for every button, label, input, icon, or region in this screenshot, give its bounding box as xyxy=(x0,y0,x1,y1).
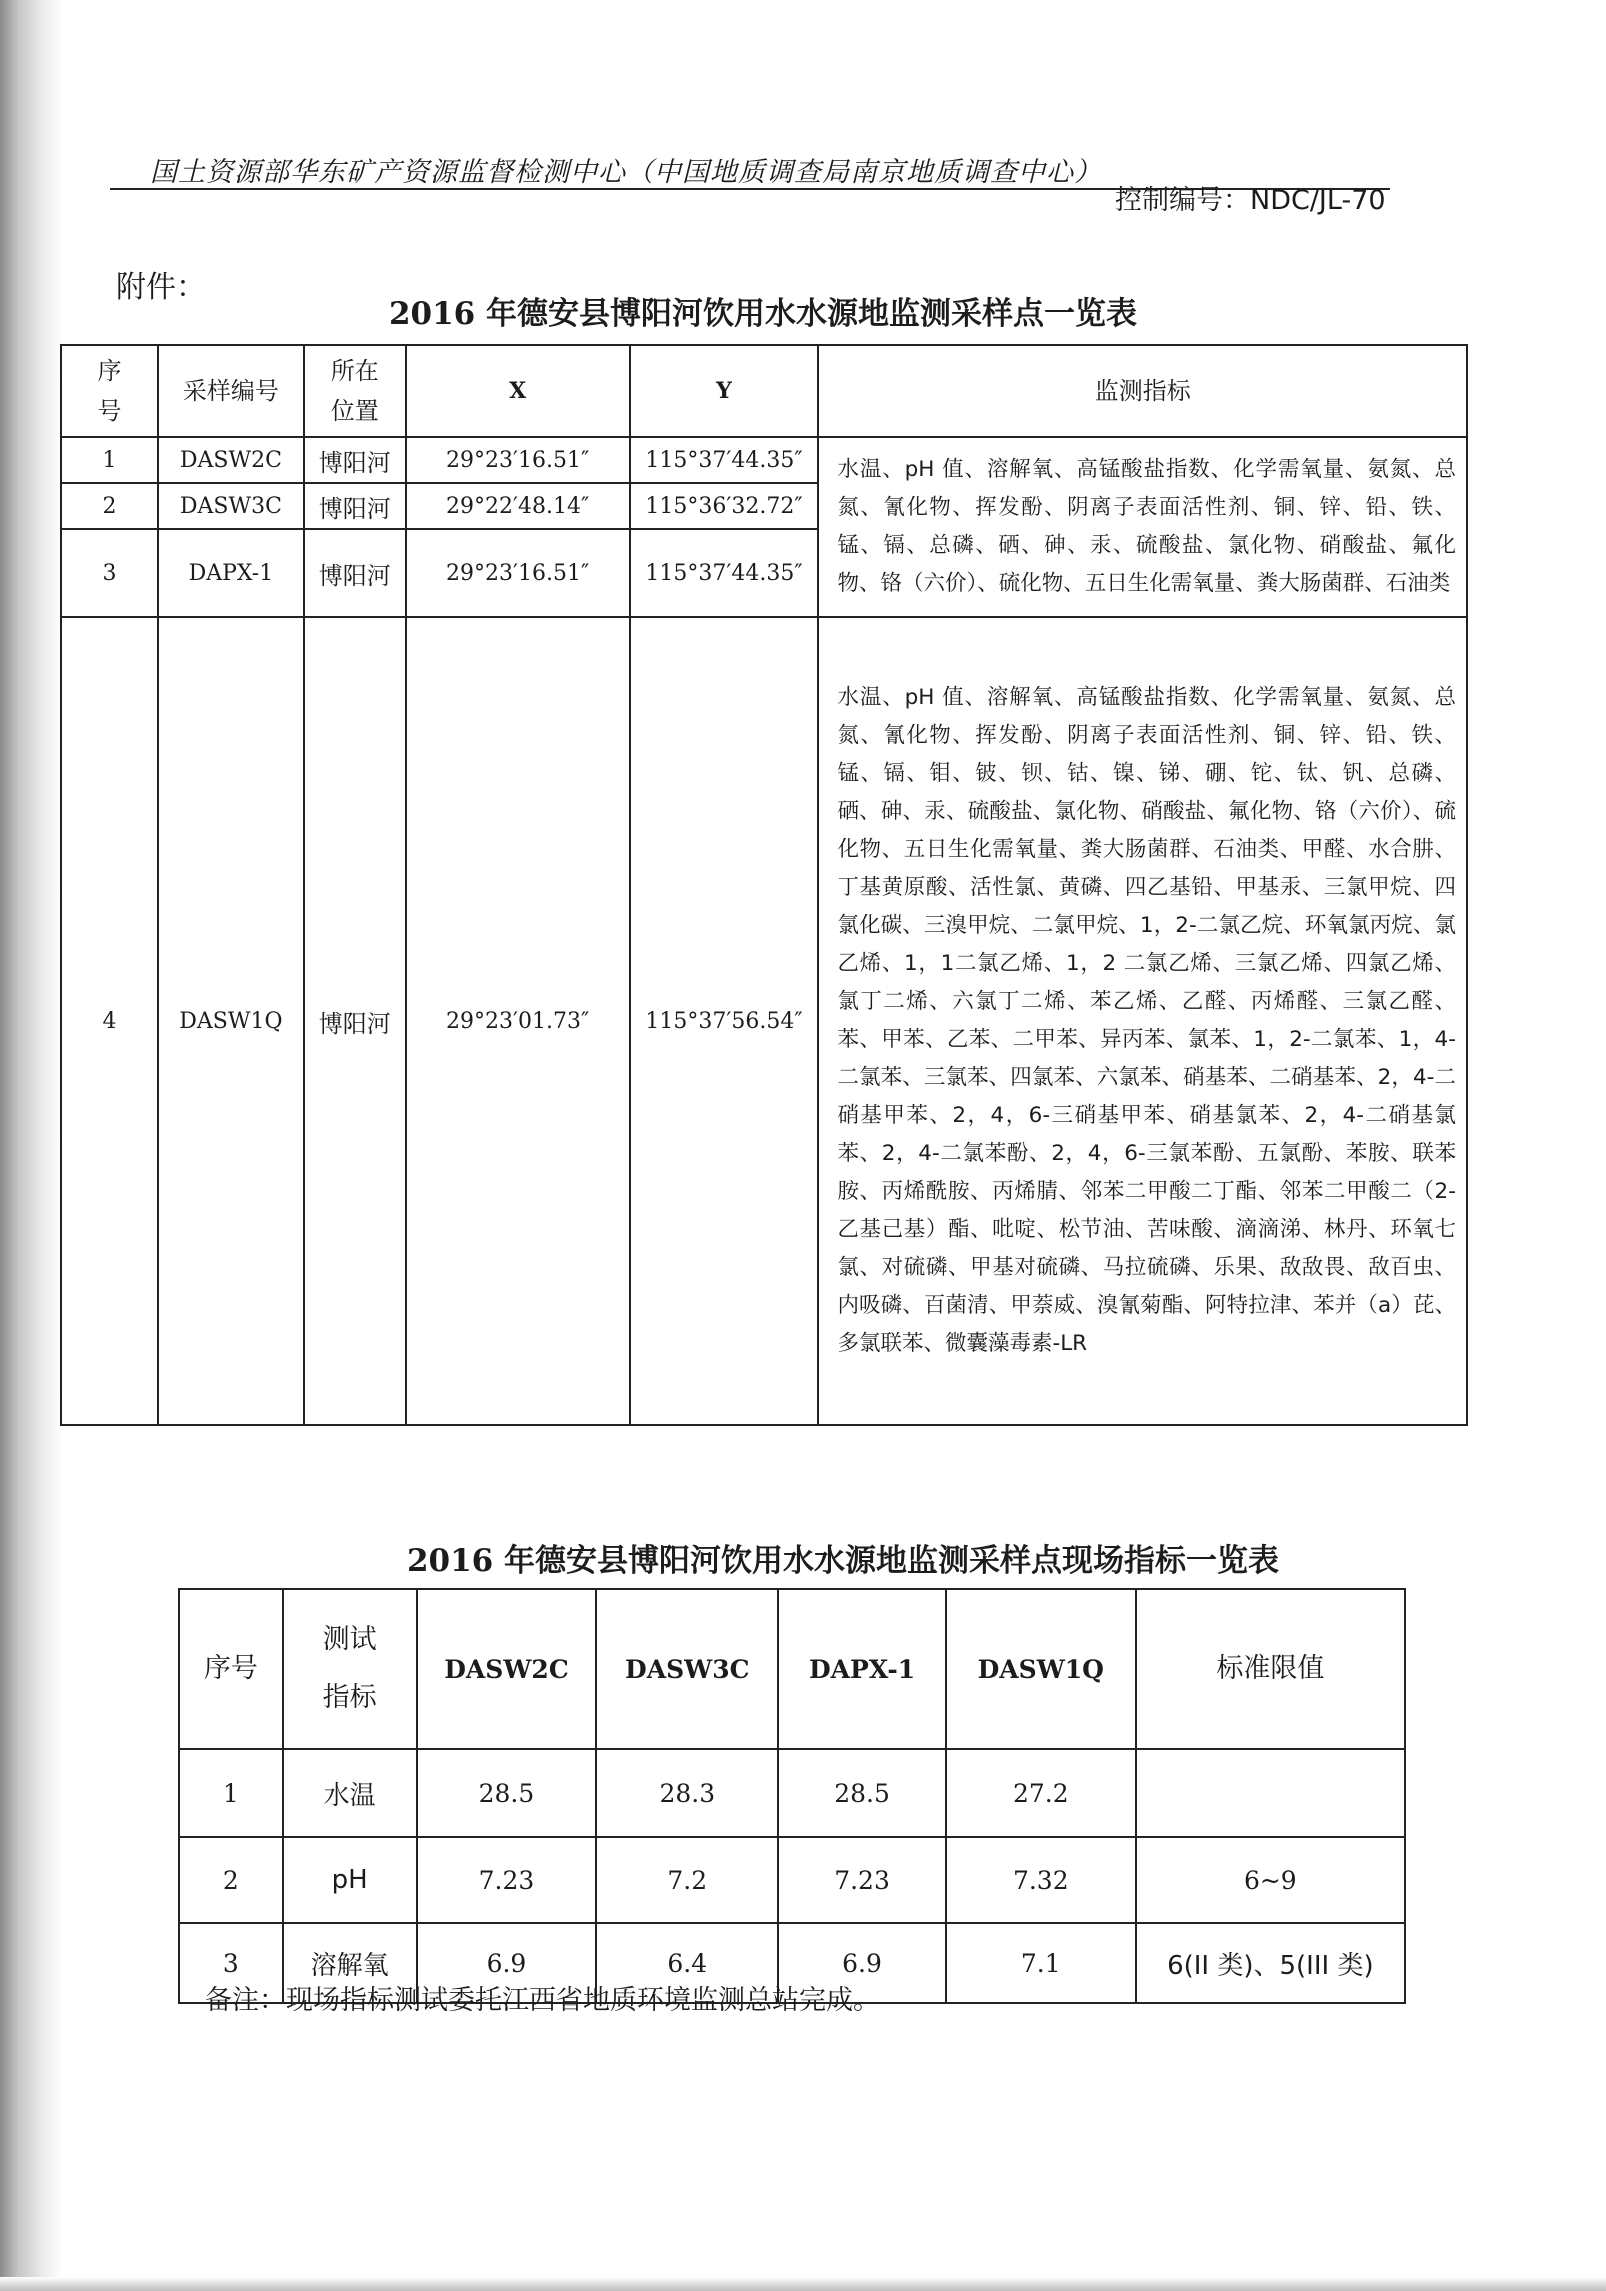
row-value-dasw3c: 7.2 xyxy=(596,1837,778,1923)
row-sample-code: DAPX-1 xyxy=(158,529,304,617)
row-y-coordinate: 115°37′44.35″ xyxy=(630,529,819,617)
row-sample-code: DASW3C xyxy=(158,483,304,529)
row-y-coordinate: 115°37′56.54″ xyxy=(630,617,819,1425)
table-row xyxy=(179,1837,1405,1923)
row-value-dasw2c: 6.9 xyxy=(417,1923,597,2003)
row-seq: 2 xyxy=(61,483,158,529)
row-y-coordinate: 115°37′44.35″ xyxy=(630,437,819,483)
row-indicator: 溶解氧 xyxy=(283,1923,417,2003)
row-value-dasw3c: 28.3 xyxy=(596,1749,778,1837)
row-standard-limit xyxy=(1136,1749,1405,1837)
organization-header: 国土资源部华东矿产资源监督检测中心（中国地质调查局南京地质调查中心） xyxy=(150,157,1102,188)
row-value-dasw1q: 7.1 xyxy=(946,1923,1136,2003)
header-y: Y xyxy=(630,345,819,437)
row-value-dasw1q: 27.2 xyxy=(946,1749,1136,1837)
header-indicators: 监测指标 xyxy=(818,345,1467,437)
row-value-dasw2c: 7.23 xyxy=(417,1837,597,1923)
header-site-dasw3c: DASW3C xyxy=(596,1589,778,1749)
row-y-coordinate: 115°36′32.72″ xyxy=(630,483,819,529)
table-row xyxy=(61,437,1467,483)
header-site-dasw1q: DASW1Q xyxy=(946,1589,1136,1749)
row-x-coordinate: 29°23′16.51″ xyxy=(406,437,630,483)
sampling-points-table-title: 2016 年德安县博阳河饮用水水源地监测采样点一览表 xyxy=(388,296,1138,332)
table-row xyxy=(179,1749,1405,1837)
row-seq: 1 xyxy=(179,1749,283,1837)
row-seq: 3 xyxy=(61,529,158,617)
row-value-dasw1q: 7.32 xyxy=(946,1837,1136,1923)
sampling-points-table xyxy=(60,344,1468,1426)
table-header-row xyxy=(61,345,1467,437)
row-value-dasw2c: 28.5 xyxy=(417,1749,597,1837)
row-x-coordinate: 29°23′01.73″ xyxy=(406,617,630,1425)
header-location: 所在位置 xyxy=(304,345,406,437)
row-location: 博阳河 xyxy=(304,529,406,617)
row-sample-code: DASW1Q xyxy=(158,617,304,1425)
field-indicators-table-title: 2016 年德安县博阳河饮用水水源地监测采样点现场指标一览表 xyxy=(406,1543,1280,1579)
footnote: 备注：现场指标测试委托江西省地质环境监测总站完成。 xyxy=(205,1985,880,2016)
header-site-dapx1: DAPX-1 xyxy=(778,1589,946,1749)
control-number: 控制编号：NDC/JL-70 xyxy=(1115,185,1386,216)
header-site-dasw2c: DASW2C xyxy=(417,1589,597,1749)
row-location: 博阳河 xyxy=(304,617,406,1425)
row-indicators-4: 水温、pH 值、溶解氧、高锰酸盐指数、化学需氧量、氨氮、总氮、氰化物、挥发酚、阴离子表面活性剂、铜、锌、铅、铁、锰、镉、钼、铍、钡、钴、镍、锑、硼、铊、钛、钒、总磷、硒、砷、汞、硫酸盐、氯化物、硝酸盐、氟化物、铬（六价）、硫化物、五日生化需氧量、粪大肠菌群、石油类、甲醛、水合肼、丁基黄原酸、活性氯、黄磷、四乙基铅、甲基汞、三氯甲烷、四氯化碳、三溴甲烷、二氯甲烷、1，2-二氯乙烷、环氧氯丙烷、氯乙烯、1，1二氯乙烯、1，2 二氯乙烯、三氯乙烯、四氯乙烯、氯丁二烯、六氯丁二烯、苯乙烯、乙醛、丙烯醛、三氯乙醛、苯、甲苯、乙苯、二甲苯、异丙苯、氯苯、1，2-二氯苯、1，4-二氯苯、三氯苯、四氯苯、六氯苯、硝基苯、二硝基苯、2，4-二硝基甲苯、2，4，6-三硝基甲苯、硝基氯苯、2，4-二硝基氯苯、2，4-二氯苯酚、2，4，6-三氯苯酚、五氯酚、苯胺、联苯胺、丙烯酰胺、丙烯腈、邻苯二甲酸二丁酯、邻苯二甲酸二（2-乙基己基）酯、吡啶、松节油、苦味酸、滴滴涕、林丹、环氧七氯、对硫磷、甲基对硫磷、马拉硫磷、乐果、敌敌畏、敌百虫、内吸磷、百菌清、甲萘威、溴氰菊酯、阿特拉津、苯并（a）芘、多氯联苯、微囊藻毒素-LR xyxy=(818,617,1467,1425)
row-sample-code: DASW2C xyxy=(158,437,304,483)
row-value-dapx1: 28.5 xyxy=(778,1749,946,1837)
row-indicator: pH xyxy=(283,1837,417,1923)
row-value-dapx1: 7.23 xyxy=(778,1837,946,1923)
row-indicators-1-3: 水温、pH 值、溶解氧、高锰酸盐指数、化学需氧量、氨氮、总氮、氰化物、挥发酚、阴离子表面活性剂、铜、锌、铅、铁、锰、镉、总磷、硒、砷、汞、硫酸盐、氯化物、硝酸盐、氟化物、铬（六价）、硫化物、五日生化需氧量、粪大肠菌群、石油类 xyxy=(818,437,1467,617)
row-location: 博阳河 xyxy=(304,483,406,529)
row-location: 博阳河 xyxy=(304,437,406,483)
table-row xyxy=(61,617,1467,1425)
header-seq: 序号 xyxy=(179,1589,283,1749)
header-x: X xyxy=(406,345,630,437)
row-x-coordinate: 29°23′16.51″ xyxy=(406,529,630,617)
header-seq: 序号 xyxy=(61,345,158,437)
row-standard-limit: 6~9 xyxy=(1136,1837,1405,1923)
row-seq: 4 xyxy=(61,617,158,1425)
row-seq: 2 xyxy=(179,1837,283,1923)
row-seq: 3 xyxy=(179,1923,283,2003)
field-indicators-table xyxy=(178,1588,1406,2004)
header-sample-code: 采样编号 xyxy=(158,345,304,437)
header-standard-limit: 标准限值 xyxy=(1136,1589,1405,1749)
header-test-indicator: 测试指标 xyxy=(283,1589,417,1749)
row-value-dapx1: 6.9 xyxy=(778,1923,946,2003)
row-indicator: 水温 xyxy=(283,1749,417,1837)
row-x-coordinate: 29°22′48.14″ xyxy=(406,483,630,529)
table-header-row xyxy=(179,1589,1405,1749)
row-standard-limit: 6(II 类)、5(III 类) xyxy=(1136,1923,1405,2003)
row-seq: 1 xyxy=(61,437,158,483)
scan-bottom-edge-shadow xyxy=(0,2277,1606,2291)
attachment-label: 附件： xyxy=(116,270,206,305)
row-value-dasw3c: 6.4 xyxy=(596,1923,778,2003)
scan-page-edge-shadow xyxy=(0,0,62,2291)
